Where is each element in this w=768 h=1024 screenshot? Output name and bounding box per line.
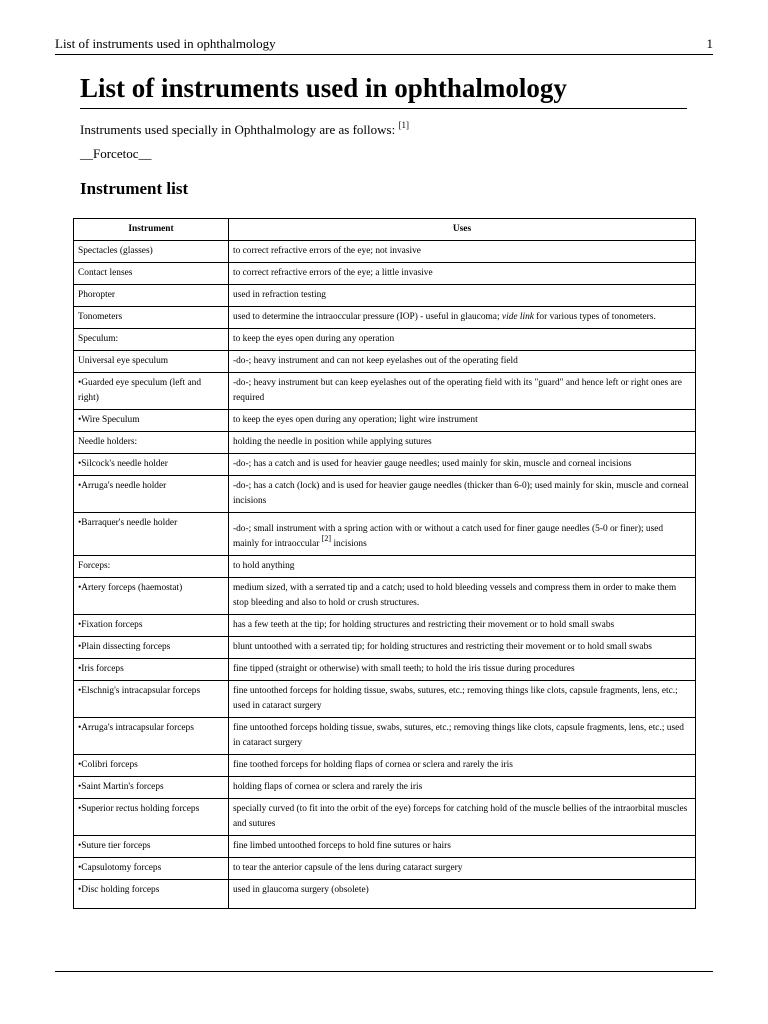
table-row [74,615,696,637]
uses-cell: has a few teeth at the tip; for holding structures and restricting their movement or to hold small swabs [229,615,696,637]
instrument-cell: Forceps: [74,556,229,578]
uses-cell: used in refraction testing [229,285,696,307]
instrument-cell: •Arruga's needle holder [74,476,229,513]
instrument-cell: •Fixation forceps [74,615,229,637]
instrument-cell: Phoropter [74,285,229,307]
uses-text: incisions [331,539,367,549]
running-header [55,34,713,55]
instrument-cell: Speculum: [74,329,229,351]
section-title: Instrument list [80,179,189,198]
uses-cell: fine untoothed forceps holding tissue, swabs, sutures, etc.; removing things like clots, capsule fragments, lens, etc.; used in cataract surgery [229,718,696,755]
table-row [74,241,696,263]
table-row [74,777,696,799]
table-row [74,373,696,410]
instrument-cell: Universal eye speculum [74,351,229,373]
uses-cell: to keep the eyes open during any operation [229,329,696,351]
instrument-cell: •Elschnig's intracapsular forceps [74,681,229,718]
table-row [74,285,696,307]
uses-cell [229,513,696,556]
uses-cell: medium sized, with a serrated tip and a catch; used to hold bleeding vessels and compress them in order to make them stop bleeding and also to hold or crush structures. [229,578,696,615]
uses-cell: to correct refractive errors of the eye; not invasive [229,241,696,263]
uses-cell: holding flaps of cornea or sclera and rarely the iris [229,777,696,799]
table-row [74,454,696,476]
instrument-cell: •Plain dissecting forceps [74,637,229,659]
instrument-cell: •Arruga's intracapsular forceps [74,718,229,755]
uses-cell: blunt untoothed with a serrated tip; for holding structures and restricting their movement or to hold small swabs [229,637,696,659]
instrument-table [73,218,696,909]
uses-cell: to keep the eyes open during any operation; light wire instrument [229,410,696,432]
table-row [74,432,696,454]
column-header-uses: Uses [229,219,696,241]
table-row [74,476,696,513]
table-row [74,578,696,615]
table-row [74,836,696,858]
table-row [74,880,696,909]
citation-link-1[interactable]: [1] [398,120,409,130]
uses-cell: fine tipped (straight or otherwise) with small teeth; to hold the iris tissue during procedures [229,659,696,681]
uses-cell: specially curved (to fit into the orbit of the eye) forceps for catching hold of the muscle bellies of the intraorbital muscles and sutures [229,799,696,836]
instrument-cell: Tonometers [74,307,229,329]
table-row [74,659,696,681]
uses-cell: -do-; has a catch (lock) and is used for heavier gauge needles (thicker than 6-0); used mainly for skin, muscle and corneal incisions [229,476,696,513]
table-row [74,556,696,578]
instrument-cell: •Barraquer's needle holder [74,513,229,556]
table-row [74,799,696,836]
uses-cell: to correct refractive errors of the eye; a little invasive [229,263,696,285]
running-header-title: List of instruments used in ophthalmology [55,36,276,51]
instrument-cell: Needle holders: [74,432,229,454]
instrument-cell: •Superior rectus holding forceps [74,799,229,836]
uses-text: used to determine the intraoccular pressure (IOP) - useful in glaucoma; [233,312,502,322]
uses-cell: fine toothed forceps for holding flaps of cornea or sclera and rarely the iris [229,755,696,777]
page-number: 1 [706,36,713,51]
table-row [74,351,696,373]
forcetoc-text: __Forcetoc__ [80,146,152,161]
uses-cell: to tear the anterior capsule of the lens during cataract surgery [229,858,696,880]
instrument-cell: •Saint Martin's forceps [74,777,229,799]
instrument-cell: •Silcock's needle holder [74,454,229,476]
table-row [74,637,696,659]
instrument-cell: •Iris forceps [74,659,229,681]
page-title: List of instruments used in ophthalmology [80,70,687,109]
uses-cell: fine limbed untoothed forceps to hold fine sutures or hairs [229,836,696,858]
citation-link-2[interactable]: [2] [321,534,332,543]
instrument-cell: •Colibri forceps [74,755,229,777]
uses-cell: used in glaucoma surgery (obsolete) [229,880,696,909]
uses-cell: fine untoothed forceps for holding tissue, swabs, sutures, etc.; removing things like clots, capsule fragments, lens, etc.; used in cataract surgery [229,681,696,718]
instrument-cell: •Artery forceps (haemostat) [74,578,229,615]
uses-cell: holding the needle in position while applying sutures [229,432,696,454]
uses-cell [229,307,696,329]
instrument-cell: Spectacles (glasses) [74,241,229,263]
instrument-cell: •Guarded eye speculum (left and right) [74,373,229,410]
instrument-cell: •Wire Speculum [74,410,229,432]
table-row [74,329,696,351]
table-row [74,307,696,329]
instrument-cell: Contact lenses [74,263,229,285]
uses-cell: -do-; heavy instrument and can not keep eyelashes out of the operating field [229,351,696,373]
table-header-row [74,219,696,241]
uses-text: for various types of tonometers. [533,312,656,322]
table-row [74,513,696,556]
table-row [74,718,696,755]
table-row [74,410,696,432]
instrument-cell: •Suture tier forceps [74,836,229,858]
uses-cell: -do-; heavy instrument but can keep eyelashes out of the operating field with its "guard" and hence left or right ones are required [229,373,696,410]
table-row [74,755,696,777]
intro-paragraph [80,120,409,138]
instrument-cell: •Disc holding forceps [74,880,229,909]
uses-text: -do-; small instrument with a spring action with or without a catch used for finer gauge needles (5-0 or finer); used mainly for intraoccular [233,524,664,549]
table-row [74,858,696,880]
uses-cell: -do-; has a catch and is used for heavier gauge needles; used mainly for skin, muscle and corneal incisions [229,454,696,476]
intro-text: Instruments used specially in Ophthalmology are as follows: [80,122,396,137]
footer-rule [55,971,713,972]
column-header-instrument: Instrument [74,219,229,241]
table-row [74,263,696,285]
vide-link[interactable]: vide link [501,312,534,322]
table-row [74,681,696,718]
uses-cell: to hold anything [229,556,696,578]
instrument-cell: •Capsulotomy forceps [74,858,229,880]
